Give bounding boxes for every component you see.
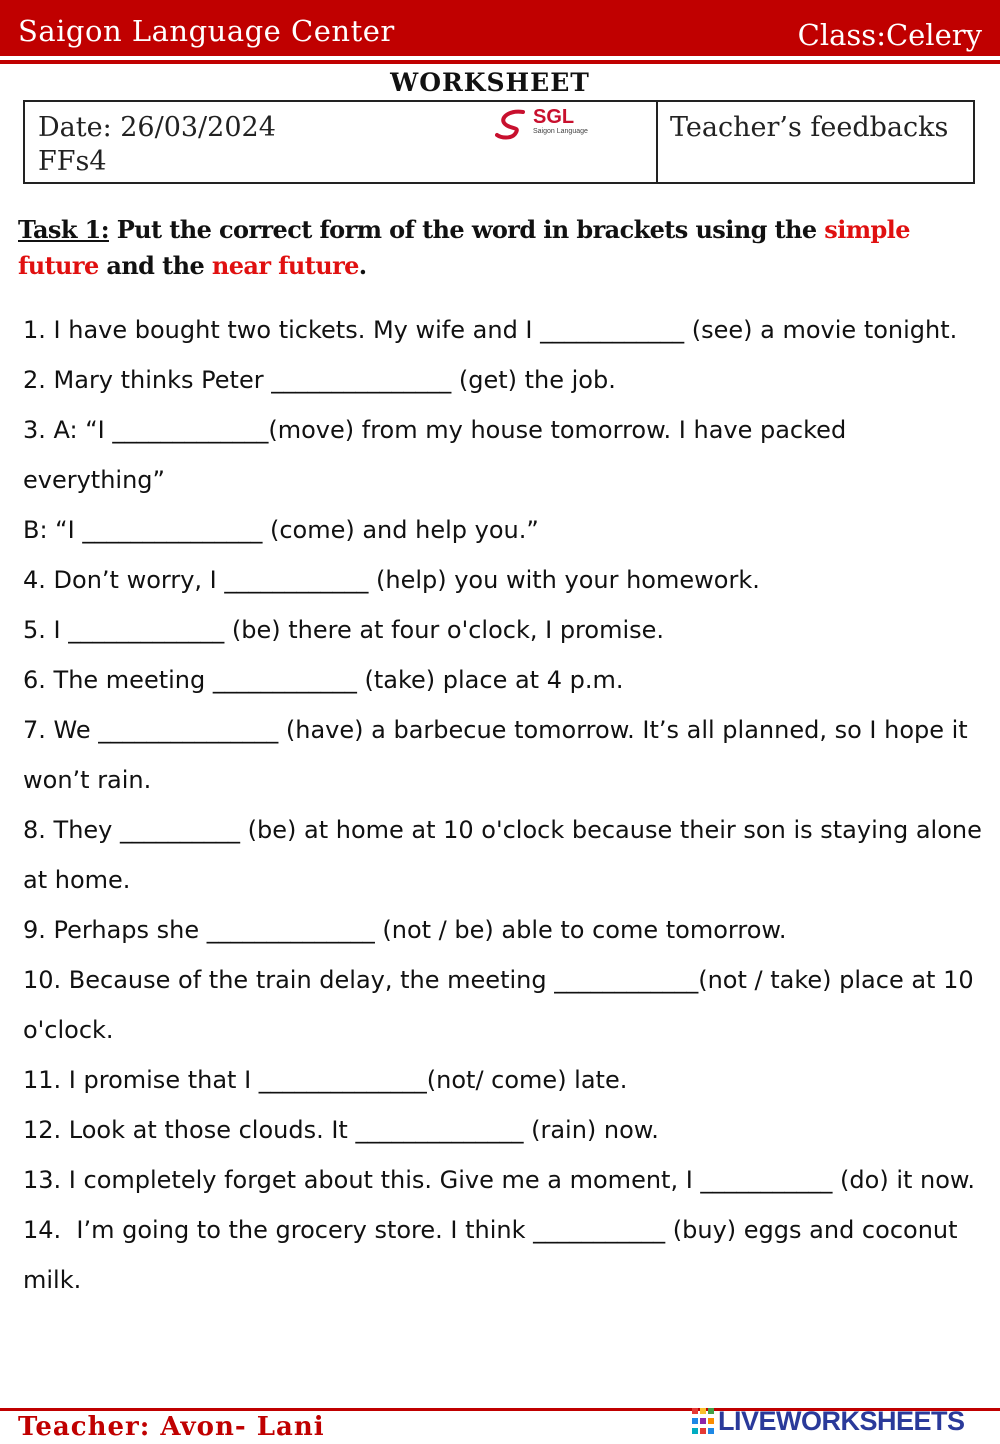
sgl-logo xyxy=(495,106,605,142)
question-item: 8. They __________ (be) at home at 10 o'clock because their son is staying alone at home. xyxy=(23,816,990,894)
date-text: Date: 26/03/2024 xyxy=(38,112,276,143)
liveworksheets-logo-icon xyxy=(692,1408,714,1434)
question-item: 5. I _____________ (be) there at four o'clock, I promise. xyxy=(23,616,665,644)
header-divider xyxy=(0,60,1000,64)
question-item: B: “I _______________ (come) and help you.” xyxy=(23,516,539,544)
task-highlight-simple-future: simple future xyxy=(18,215,910,280)
question-item: 11. I promise that I ______________(not/ come) late. xyxy=(23,1066,628,1094)
question-item: 3. A: “I _____________(move) from my house tomorrow. I have packed everything” xyxy=(23,416,854,494)
task-instruction xyxy=(18,212,993,284)
teacher-feedback-label: Teacher’s feedbacks xyxy=(670,112,949,143)
question-item: 1. I have bought two tickets. My wife and I ____________ (see) a movie tonight. xyxy=(23,316,958,344)
question-item: 7. We _______________ (have) a barbecue tomorrow. It’s all planned, so I hope it won’t rain. xyxy=(23,716,976,794)
question-item: 9. Perhaps she ______________ (not / be) able to come tomorrow. xyxy=(23,916,787,944)
task-label: Task 1: xyxy=(18,215,109,244)
info-divider xyxy=(656,102,658,182)
sgl-swirl-icon xyxy=(495,108,529,140)
question-item: 10. Because of the train delay, the meeting ____________(not / take) place at 10 o'clock. xyxy=(23,966,982,1044)
logo-text: SGL xyxy=(533,106,575,128)
task-highlight-near-future: near future xyxy=(211,251,359,280)
class-code: FFs4 xyxy=(38,146,107,177)
task-text-1: Put the correct form of the word in brackets using the xyxy=(108,215,825,244)
question-item: 2. Mary thinks Peter _______________ (get) the job. xyxy=(23,366,616,394)
question-list xyxy=(23,305,990,1305)
logo-subtext: Saigon Language xyxy=(533,128,588,135)
task-text-3: . xyxy=(358,251,367,280)
header-bar xyxy=(0,0,1000,56)
question-item: 13. I completely forget about this. Give me a moment, I ___________ (do) it now. xyxy=(23,1166,975,1194)
question-item: 12. Look at those clouds. It ______________ (rain) now. xyxy=(23,1116,659,1144)
center-name: Saigon Language Center xyxy=(18,14,395,48)
task-text-2: and the xyxy=(98,251,212,280)
question-item: 14. I’m going to the grocery store. I think ___________ (buy) eggs and coconut milk. xyxy=(23,1216,966,1294)
info-box xyxy=(23,100,975,184)
worksheet-title: WORKSHEET xyxy=(390,68,590,97)
teacher-name: Teacher: Avon- Lani xyxy=(18,1412,325,1442)
liveworksheets-text: LIVEWORKSHEETS xyxy=(718,1406,965,1436)
question-item: 4. Don’t worry, I ____________ (help) you with your homework. xyxy=(23,566,760,594)
question-item: 6. The meeting ____________ (take) place at 4 p.m. xyxy=(23,666,624,694)
class-name: Class:Celery xyxy=(797,18,982,52)
